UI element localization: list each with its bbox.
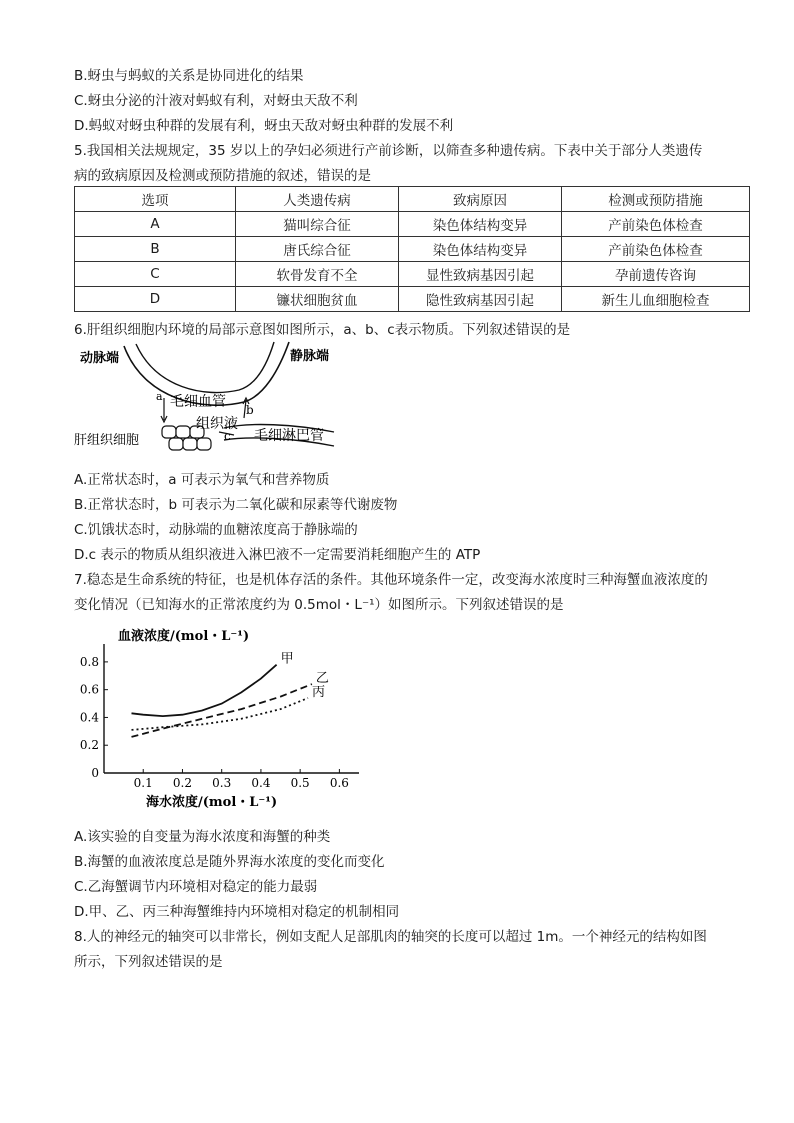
label-capillary: 毛细血管	[170, 394, 226, 410]
q7-option-c: C.乙海蟹调节内环境相对稳定的能力最弱	[74, 879, 318, 895]
table-row	[75, 212, 750, 237]
x-tick-label: 0.4	[251, 776, 271, 790]
chart-axes	[104, 644, 359, 773]
table-header: 选项	[75, 187, 236, 212]
label-vein: 静脉端	[290, 349, 330, 364]
table-cell: 染色体结构变异	[399, 237, 562, 262]
table-cell: B	[75, 237, 236, 262]
q5-stem-line2: 病的致病原因及检测或预防措施的叙述，错误的是	[74, 168, 371, 184]
x-tick-label: 0.6	[329, 776, 349, 790]
q6-option-c: C.饥饿状态时，动脉端的血糖浓度高于静脉端的	[74, 522, 358, 538]
table-cell: 猫叫综合征	[236, 212, 399, 237]
label-tissue-fluid: 组织液	[196, 416, 238, 432]
label-artery: 动脉端	[80, 351, 120, 366]
table-cell: 产前染色体检查	[562, 237, 750, 262]
q8-stem-line1: 8.人的神经元的轴突可以非常长，例如支配人足部肌肉的轴突的长度可以超过 1m。一个神经元的结构如图	[74, 929, 707, 945]
table-cell: 隐性致病基因引起	[399, 287, 562, 312]
table-cell: D	[75, 287, 236, 312]
label-a: a	[156, 390, 163, 403]
series-label: 乙	[315, 671, 329, 687]
series-label: 丙	[312, 685, 326, 700]
chart-ylabel: 血液浓度/(mol・L⁻¹)	[118, 629, 250, 644]
x-tick-label: 0.5	[290, 776, 310, 790]
label-liver-cell: 肝组织细胞	[74, 433, 140, 448]
y-tick-label: 0.2	[79, 738, 99, 753]
table-cell: 显性致病基因引起	[399, 262, 562, 287]
y-tick-label: 0.4	[79, 710, 99, 725]
q4-option-b: B.蚜虫与蚂蚁的关系是协同进化的结果	[74, 68, 304, 84]
table-header-row	[75, 187, 750, 212]
q5-stem-line1: 5.我国相关法规规定，35 岁以上的孕妇必须进行产前诊断，以筛查多种遗传病。下表中关于部分人类遗传	[74, 143, 703, 159]
chart-series	[132, 652, 329, 737]
liver-cell	[169, 438, 183, 450]
q7-stem-line1: 7.稳态是生命系统的特征，也是机体存活的条件。其他环境条件一定，改变海水浓度时三种海蟹血液浓度的	[74, 572, 708, 588]
liver-cell	[183, 438, 197, 450]
table-cell: 软骨发育不全	[236, 262, 399, 287]
y-tick-label: 0	[91, 766, 99, 780]
q7-option-b: B.海蟹的血液浓度总是随外界海水浓度的变化而变化	[74, 854, 385, 870]
label-b: b	[246, 403, 254, 417]
series-line-乙	[132, 684, 312, 737]
q7-option-a: A.该实验的自变量为海水浓度和海蟹的种类	[74, 829, 331, 845]
table-cell: A	[75, 212, 236, 237]
table-header: 人类遗传病	[236, 187, 399, 212]
chart-ticks	[80, 655, 349, 790]
table-row	[75, 237, 750, 262]
table-cell: 产前染色体检查	[562, 212, 750, 237]
x-tick-label: 0.2	[172, 776, 193, 790]
table-header: 检测或预防措施	[562, 187, 750, 212]
q6-option-a: A.正常状态时，a 可表示为氧气和营养物质	[74, 472, 330, 488]
y-tick-label: 0.8	[79, 654, 99, 669]
liver-tissue-diagram	[74, 340, 374, 460]
q6-option-b: B.正常状态时，b 可表示为二氧化碳和尿素等代谢废物	[74, 497, 398, 513]
liver-cell	[162, 426, 176, 438]
chart-xlabel: 海水浓度/(mol・L⁻¹)	[146, 795, 278, 810]
table-cell: 染色体结构变异	[399, 212, 562, 237]
q5-table	[74, 186, 750, 312]
q8-stem-line2: 所示，下列叙述错误的是	[74, 954, 223, 970]
table-cell: 新生儿血细胞检查	[562, 287, 750, 312]
q7-option-d: D.甲、乙、丙三种海蟹维持内环境相对稳定的机制相同	[74, 904, 400, 920]
table-cell: C	[75, 262, 236, 287]
q4-option-c: C.蚜虫分泌的汁液对蚂蚁有利，对蚜虫天敌不利	[74, 93, 358, 109]
liver-cell	[176, 426, 190, 438]
table-cell: 孕前遗传咨询	[562, 262, 750, 287]
series-line-甲	[132, 665, 277, 716]
label-lymph-capillary: 毛细淋巴管	[254, 428, 324, 444]
series-label: 甲	[280, 651, 294, 667]
table-cell: 镰状细胞贫血	[236, 287, 399, 312]
q7-stem-line2: 变化情况（已知海水的正常浓度约为 0.5mol・L⁻¹）如图所示。下列叙述错误的是	[74, 597, 564, 613]
label-c: c	[224, 429, 231, 443]
liver-cell	[197, 438, 211, 450]
x-tick-label: 0.3	[212, 776, 232, 790]
q6-option-d: D.c 表示的物质从组织液进入淋巴液不一定需要消耗细胞产生的 ATP	[74, 547, 481, 563]
q6-stem: 6.肝组织细胞内环境的局部示意图如图所示，a、b、c表示物质。下列叙述错误的是	[74, 322, 571, 338]
blood-concentration-chart	[74, 618, 374, 813]
y-tick-label: 0.6	[79, 682, 99, 697]
table-row	[75, 262, 750, 287]
table-cell: 唐氏综合征	[236, 237, 399, 262]
x-tick-label: 0.1	[133, 776, 153, 790]
table-row	[75, 287, 750, 312]
table-header: 致病原因	[399, 187, 562, 212]
capillary-inner-wall	[136, 342, 274, 393]
q4-option-d: D.蚂蚁对蚜虫种群的发展有利，蚜虫天敌对蚜虫种群的发展不利	[74, 118, 454, 134]
